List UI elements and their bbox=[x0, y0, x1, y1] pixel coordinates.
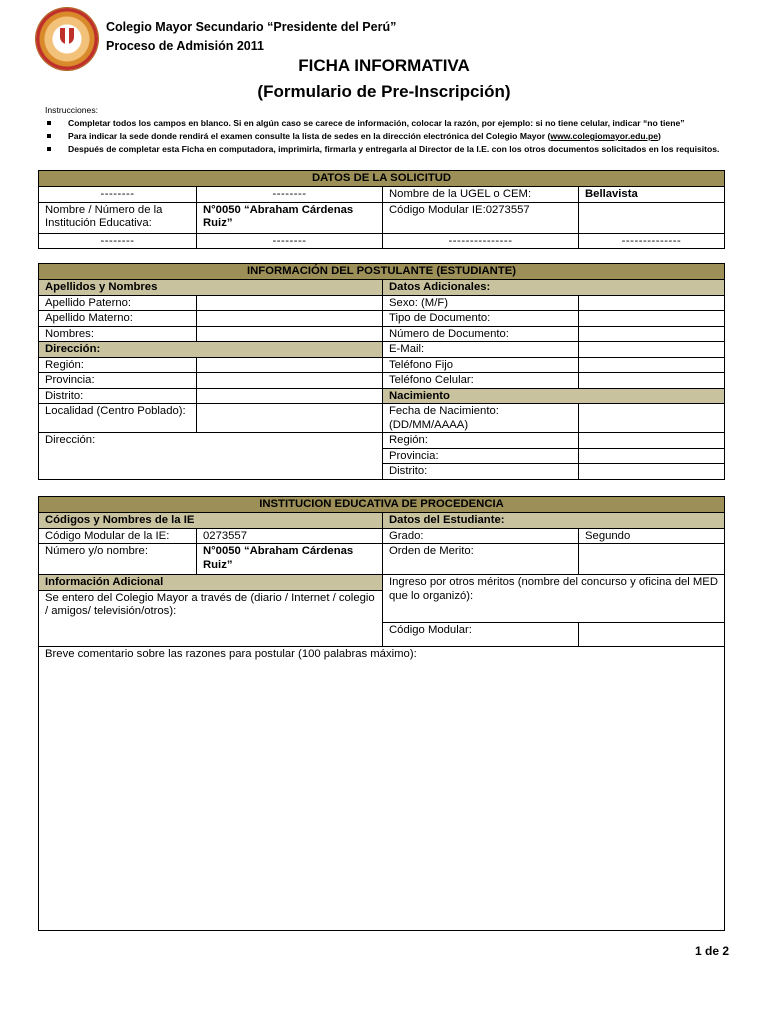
placeholder-cell: --------------- bbox=[383, 233, 579, 249]
grado-value[interactable]: Segundo bbox=[579, 528, 725, 544]
procedencia-table bbox=[38, 496, 725, 931]
provincia-label: Provincia: bbox=[39, 373, 197, 389]
instruction-item bbox=[45, 143, 745, 156]
direccion-label: Dirección: bbox=[45, 434, 96, 446]
nac-region-label: Región: bbox=[383, 433, 579, 449]
subsection-datos-estudiante: Datos del Estudiante: bbox=[383, 513, 725, 529]
ie-value[interactable]: N°0050 “Abraham Cárdenas Ruiz” bbox=[197, 202, 383, 233]
ingreso-otros-label: Ingreso por otros méritos (nombre del concurso y oficina del MED que lo organizó): bbox=[389, 576, 719, 602]
se-entero-label: Se entero del Colegio Mayor a través de (diario / Internet / colegio / amigos/ televisión/otros): bbox=[45, 591, 375, 617]
email-label: E-Mail: bbox=[383, 342, 579, 358]
ugel-value[interactable]: Bellavista bbox=[579, 187, 725, 203]
codmod-label: Código Modular IE:0273557 bbox=[383, 202, 579, 233]
distrito-label: Distrito: bbox=[39, 388, 197, 404]
empty-field[interactable] bbox=[579, 202, 725, 233]
placeholder-cell: -------------- bbox=[579, 233, 725, 249]
direccion-field[interactable] bbox=[39, 433, 383, 480]
apellido-materno-field[interactable] bbox=[197, 311, 383, 327]
nombres-label: Nombres: bbox=[39, 326, 197, 342]
nac-provincia-label: Provincia: bbox=[383, 448, 579, 464]
subsection-direccion: Dirección: bbox=[39, 342, 383, 358]
admission-process: Proceso de Admisión 2011 bbox=[106, 39, 264, 53]
codigo-modular-field[interactable] bbox=[579, 622, 725, 646]
subsection-datos-adicionales: Datos Adicionales: bbox=[383, 280, 725, 296]
instructions bbox=[45, 104, 745, 156]
subsection-info-adicional: Información Adicional bbox=[39, 575, 383, 591]
placeholder-cell: -------- bbox=[39, 187, 197, 203]
provincia-field[interactable] bbox=[197, 373, 383, 389]
telefono-celular-label: Teléfono Celular: bbox=[383, 373, 579, 389]
instruction-text: ) bbox=[658, 131, 661, 141]
nac-provincia-field[interactable] bbox=[579, 448, 725, 464]
instruction-text: Para indicar la sede donde rendirá el examen consulte la lista de sedes en la dirección electrónica del Colegio Mayor ( bbox=[68, 131, 551, 141]
email-field[interactable] bbox=[579, 342, 725, 358]
region-label: Región: bbox=[39, 357, 197, 373]
website-link[interactable]: www.colegiomayor.edu.pe bbox=[550, 131, 658, 141]
codigo-modular-label: Código Modular: bbox=[383, 622, 579, 646]
region-field[interactable] bbox=[197, 357, 383, 373]
section-title: INSTITUCION EDUCATIVA DE PROCEDENCIA bbox=[39, 497, 725, 513]
subsection-nacimiento: Nacimiento bbox=[383, 388, 725, 404]
section-title: DATOS DE LA SOLICITUD bbox=[39, 171, 725, 187]
distrito-field[interactable] bbox=[197, 388, 383, 404]
school-header bbox=[106, 18, 396, 56]
instruction-text: Después de completar esta Ficha en computadora, imprimirla, firmarla y entregarla al Director de la I.E. con los otros documentos solicitados en los requisitos. bbox=[68, 144, 720, 154]
localidad-field[interactable] bbox=[197, 404, 383, 433]
tipo-documento-field[interactable] bbox=[579, 311, 725, 327]
placeholder-cell: -------- bbox=[39, 233, 197, 249]
tipo-documento-label: Tipo de Documento: bbox=[383, 311, 579, 327]
instruction-text: Completar todos los campos en blanco. Si en algún caso se carece de información, colocar la razón, por ejemplo: si no tiene celular, indicar “no tiene” bbox=[68, 118, 685, 128]
nac-distrito-label: Distrito: bbox=[383, 464, 579, 480]
nombres-field[interactable] bbox=[197, 326, 383, 342]
subsection-codigos: Códigos y Nombres de la IE bbox=[39, 513, 383, 529]
numero-label: Número y/o nombre: bbox=[39, 544, 197, 575]
postulante-table bbox=[38, 263, 725, 480]
comentario-field[interactable] bbox=[39, 646, 725, 930]
apellido-paterno-field[interactable] bbox=[197, 295, 383, 311]
nac-region-field[interactable] bbox=[579, 433, 725, 449]
apellido-paterno-label: Apellido Paterno: bbox=[39, 295, 197, 311]
telefono-fijo-label: Teléfono Fijo bbox=[383, 357, 579, 373]
instruction-item bbox=[45, 130, 745, 143]
numero-documento-field[interactable] bbox=[579, 326, 725, 342]
orden-merito-label: Orden de Merito: bbox=[383, 544, 579, 575]
form-subtitle: (Formulario de Pre-Inscripción) bbox=[257, 82, 511, 101]
section-title: INFORMACIÓN DEL POSTULANTE (ESTUDIANTE) bbox=[39, 264, 725, 280]
localidad-label: Localidad (Centro Poblado): bbox=[39, 404, 197, 433]
ugel-label: Nombre de la UGEL o CEM: bbox=[383, 187, 579, 203]
sexo-label: Sexo: (M/F) bbox=[383, 295, 579, 311]
ie-label: Nombre / Número de la Institución Educativa: bbox=[39, 202, 197, 233]
numero-value[interactable]: N°0050 “Abraham Cárdenas Ruiz” bbox=[197, 544, 383, 575]
ingreso-otros-field[interactable] bbox=[383, 575, 725, 623]
instructions-list bbox=[45, 117, 745, 156]
orden-merito-field[interactable] bbox=[579, 544, 725, 575]
codmod-value[interactable]: 0273557 bbox=[197, 528, 383, 544]
telefono-celular-field[interactable] bbox=[579, 373, 725, 389]
shield-icon bbox=[60, 28, 74, 44]
sexo-field[interactable] bbox=[579, 295, 725, 311]
solicitud-table bbox=[38, 170, 725, 249]
numero-documento-label: Número de Documento: bbox=[383, 326, 579, 342]
fecha-nacimiento-field[interactable] bbox=[579, 404, 725, 433]
fecha-nacimiento-label: Fecha de Nacimiento: (DD/MM/AAAA) bbox=[383, 404, 579, 433]
comentario-label: Breve comentario sobre las razones para postular (100 palabras máximo): bbox=[45, 647, 417, 660]
school-name: Colegio Mayor Secundario “Presidente del Perú” bbox=[106, 20, 397, 34]
apellido-materno-label: Apellido Materno: bbox=[39, 311, 197, 327]
nac-distrito-field[interactable] bbox=[579, 464, 725, 480]
placeholder-cell: -------- bbox=[197, 187, 383, 203]
se-entero-field[interactable] bbox=[39, 590, 383, 646]
codmod-label: Código Modular de la IE: bbox=[39, 528, 197, 544]
placeholder-cell: -------- bbox=[197, 233, 383, 249]
telefono-fijo-field[interactable] bbox=[579, 357, 725, 373]
grado-label: Grado: bbox=[383, 528, 579, 544]
instructions-heading: Instrucciones: bbox=[45, 105, 99, 115]
instruction-item bbox=[45, 117, 745, 130]
form-title: FICHA INFORMATIVA bbox=[298, 56, 470, 75]
subsection-apellidos: Apellidos y Nombres bbox=[39, 280, 383, 296]
page-number: 1 de 2 bbox=[695, 944, 730, 958]
